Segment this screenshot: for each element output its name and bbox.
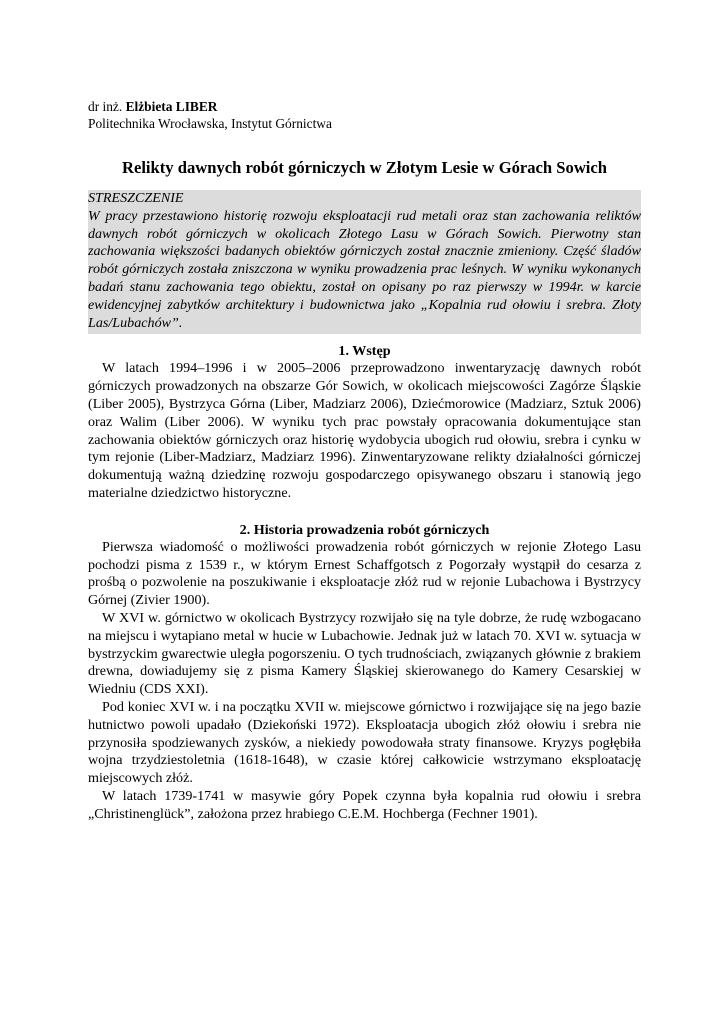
- section-heading-introduction: 1. Wstęp: [338, 343, 391, 360]
- paragraph: Pierwsza wiadomość o możliwości prowadzenia robót górniczych w rejonie Złotego Lasu pochodzi pisma z 1539 r., w którym Ernest Schaffgotsch z Pogorzały wystąpił do cesarza z prośbą o pozwolenie na poszukiwanie i eksploatacje złóż rud w rejonie Lubachowa i Bystrzycy Górnej (Zivier 1900).: [88, 538, 641, 609]
- affiliation: Politechnika Wrocławska, Instytut Górnictwa: [88, 116, 332, 131]
- author-line: [88, 98, 641, 115]
- paragraph: W latach 1739-1741 w masywie góry Popek czynna była kopalnia rud ołowiu i srebra „Christinenglück”, założona przez hrabiego C.E.M. Hochberga (Fechner 1901).: [88, 787, 641, 822]
- paragraph: W XVI w. górnictwo w okolicach Bystrzycy rozwijało się na tyle dobrze, że rudę wzbogacano na miejscu i wytapiano metal w hucie w Lubachowie. Jednak już w latach 70. XVI w. sytuacja w bystrzyckim gwarectwie uległa pogorszeniu. O tych trudnościach, związanych głównie z brakiem drewna, dowiadujemy się z pisma Kamery Śląskiej skierowanego do Kamery Cesarskiej w Wiedniu (CDS XXI).: [88, 609, 641, 698]
- section-heading-history: 2. Historia prowadzenia robót górniczych: [239, 521, 490, 538]
- abstract-box: [88, 190, 641, 334]
- paragraph: Pod koniec XVI w. i na początku XVII w. miejscowe górnictwo i rozwijające się na jego bazie hutnictwo powoli upadało (Dziekoński 1972). Eksploatacja ubogich złóż ołowiu i srebra nie przynosiła spodziewanych zysków, a niekiedy powodowała straty finansowe. Kryzys pogłębiła wojna trzydziestoletnia (1618-1648), w czasie której całkowicie wstrzymano eksploatację miejscowych złóż.: [88, 698, 641, 787]
- paragraph: W latach 1994–1996 i w 2005–2006 przeprowadzono inwentaryzację dawnych robót górniczych prowadzonych na obszarze Gór Sowich, w okolicach miejscowości Zagórze Śląskie (Liber 2005), Bystrzyca Górna (Liber, Madziarz 2006), Dziećmorowice (Madziarz, Sztuk 2006) oraz Walim (Liber 2006). W wyniku tych prac powstały opracowania dokumentujące stan zachowania obiektów górniczych oraz historię wydobycia ubogich rud ołowiu, srebra i cynku w tym rejonie (Liber-Madziarz, Madziarz 1996). Zinwentaryzowane relikty działalności górniczej dokumentują ważną dziedzinę rozwoju gospodarczego opisywanego obszaru i stanowią jego materialne dziedzictwo historyczne.: [88, 360, 641, 501]
- author-name: Elżbieta LIBER: [125, 99, 218, 114]
- paper-title: Relikty dawnych robót górniczych w Złotym Lesie w Górach Sowich: [121, 158, 608, 177]
- document-page: [88, 98, 641, 824]
- abstract-text: W pracy przestawiono historię rozwoju eksploatacji rud metali oraz stan zachowania reliktów dawnych robót górniczych w okolicach Złotego Lasu w Górach Sowich. Pierwotny stan zachowania większości badanych obiektów górniczych został znacznie zmieniony. Część śladów robót górniczych została zniszczona w wyniku prowadzenia prac leśnych. W wyniku wykonanych badań stanu zachowania tego obiektu, został on opisany po raz pierwszy w 1994r. w karcie ewidencyjnej zabytków architektury i budownictwa jako „Kopalnia rud ołowiu i srebra. Złoty Las/Lubachów”.: [88, 207, 641, 331]
- abstract-label: STRESZCZENIE: [88, 190, 184, 206]
- author-prefix: dr inż.: [88, 99, 126, 114]
- author-block: [88, 98, 641, 132]
